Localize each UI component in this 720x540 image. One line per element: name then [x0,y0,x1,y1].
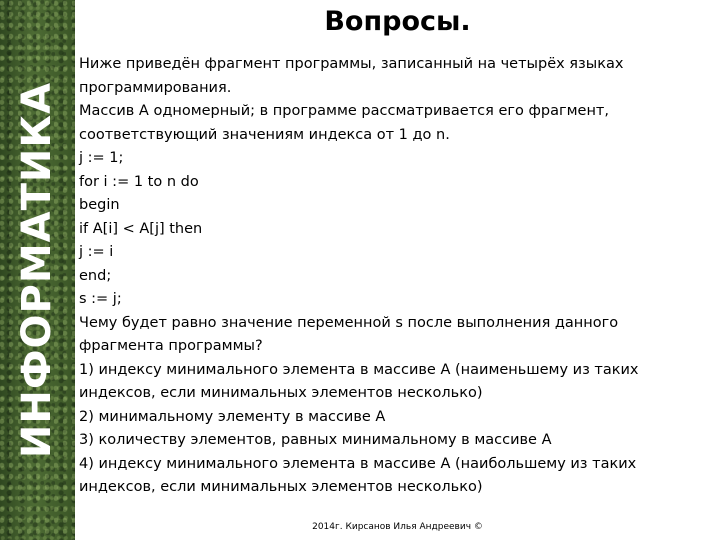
code-line: end; [79,267,112,284]
code-line: for i := 1 to n do [79,173,199,190]
text-line: программирования. [79,79,232,96]
code-line: begin [79,197,120,213]
code-line: j := 1; [79,150,124,166]
text-line: фрагмента программы? [79,338,263,354]
footer-credit: 2014г. Кирсанов Илья Андреевич © [312,522,483,532]
page-title: Вопросы. [324,6,471,37]
answer-option: 1) индексу минимального элемента в массиве A (наименьшему из таких [79,361,639,378]
text-line: соответствующий значениям индекса от 1 до n. [79,126,450,143]
side-band [0,0,75,540]
answer-option: индексов, если минимальных элементов несколько) [79,385,483,401]
code-line: s := j; [79,291,122,307]
question-text [79,53,709,500]
text-line: Чему будет равно значение переменной s после выполнения данного [79,314,619,331]
text-line: Массив A одномерный; в программе рассматривается его фрагмент, [79,103,609,119]
text-line: Ниже приведён фрагмент программы, записанный на четырёх языках [79,56,624,72]
code-line: j := i [79,244,114,260]
answer-option: индексов, если минимальных элементов несколько) [79,479,483,495]
answer-option: 4) индексу минимального элемента в массиве A (наибольшему из таких [79,455,637,472]
answer-option: 2) минимальному элементу в массиве A [79,408,386,425]
code-line: if A[i] < A[j] then [79,220,203,237]
answer-option: 3) количеству элементов, равных минимальному в массиве A [79,432,552,448]
subject-title: ИНФОРМАТИКА [14,81,60,459]
